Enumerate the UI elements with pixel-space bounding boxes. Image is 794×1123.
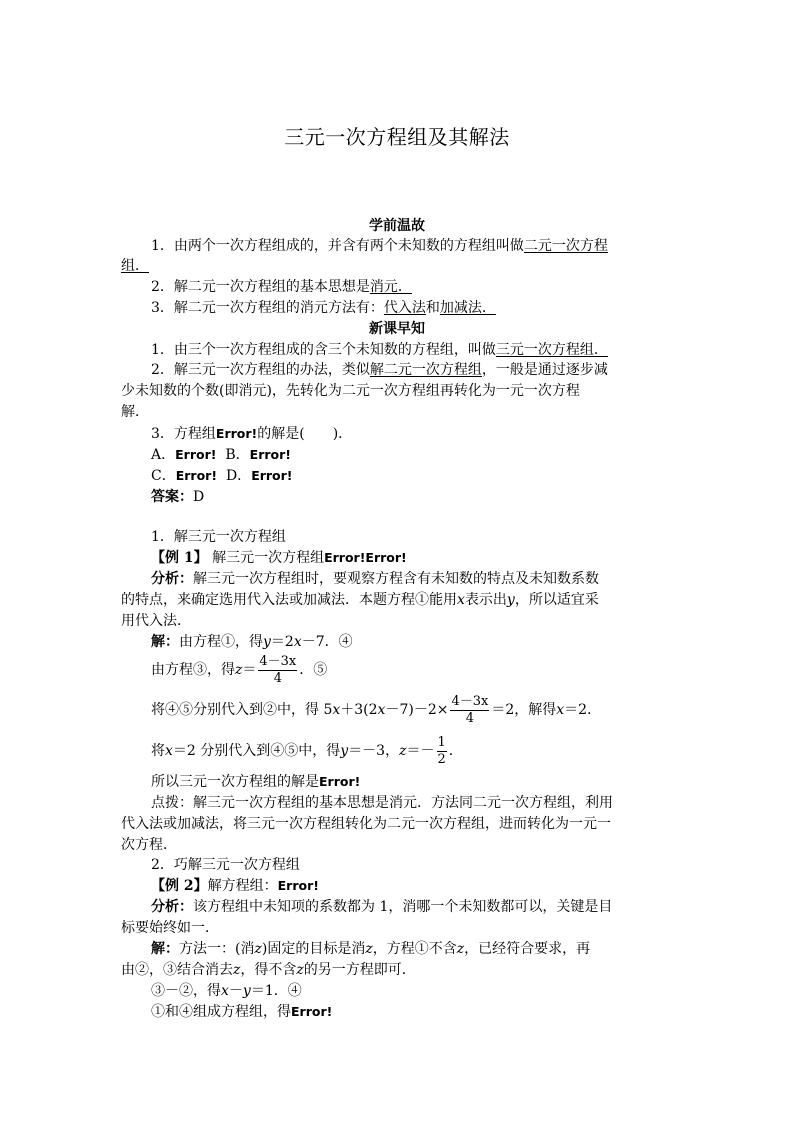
section-heading-review: 学前温故 [369, 218, 425, 234]
analysis-1-line1: 分析：解三元一次方程组时，要观察方程含有未知数的特点及未知数系数 [151, 571, 599, 587]
solution-1-line4: 将x＝2 分别代入到④⑤中，得y＝－3，z＝－ $\frac{1}{2}$ ． [151, 734, 463, 767]
analysis-1-line3: 用代入法． [121, 613, 191, 629]
analysis-2-line1: 分析：该方程组中未知项的系数都为 1，消哪一个未知数都可以，关键是目 [151, 899, 613, 915]
tip-line1: 点拨：解三元一次方程组的基本思想是消元．方法同二元一次方程组，利用 [151, 795, 613, 811]
example-1: 【例 1】 解三元一次方程组Error!Error! [151, 550, 407, 566]
solution-1-line2: 由方程③，得z＝ $\frac{4-3x}{4}$ ．⑤ [151, 653, 328, 686]
solution-1-line5: 所以三元一次方程组的解是Error! [151, 774, 361, 790]
preview-item-2-line3: 解． [121, 404, 149, 420]
review-item-1: 1．由两个一次方程组成的，并含有两个未知数的方程组叫做二元一次方程 [151, 238, 608, 254]
tip-line3: 次方程． [121, 837, 177, 853]
fraction: $\frac{4-3x}{4}$ [451, 693, 489, 726]
review-item-1-cont: 组． [121, 258, 149, 274]
fraction: $\frac{4-3x}{4}$ [259, 653, 297, 686]
solution-1-line3: 将④⑤分别代入到②中，得 5x＋3(2x－7)－2× $\frac{4-3x}{4}$ ＝2，解得x＝2． [151, 693, 602, 726]
solution-2-line3: ③－②，得x－y＝1．④ [151, 983, 302, 999]
example-2: 【例 2】解方程组：Error! [151, 878, 319, 894]
tip-line2: 代入法或加减法，将三元一次方程组转化为二元一次方程组，进而转化为一元一 [121, 816, 611, 832]
preview-item-2-line2: 少未知数的个数(即消元)，先转化为二元一次方程组再转化为一元一次方程 [121, 383, 580, 399]
answer-line: 答案：D [151, 489, 205, 505]
solution-2-line1: 解：方法一：(消z)固定的目标是消z，方程①不含z，已经符合要求，再 [151, 941, 591, 957]
section-heading-preview: 新课早知 [369, 321, 425, 337]
solution-2-line4: ①和④组成方程组，得Error! [151, 1004, 333, 1020]
solution-2-line2: 由②，③结合消去z，得不含z的另一方程即可． [121, 962, 416, 978]
solution-1-line1: 解：由方程①，得y＝2x－7．④ [151, 634, 353, 650]
preview-item-3: 3．方程组Error!的解是( )． [151, 426, 353, 442]
preview-item-2: 2．解三元一次方程组的办法，类似解二元一次方程组，一般是通过逐步减 [151, 362, 608, 378]
review-item-3: 3．解二元一次方程组的消元方法有：代入法和加减法． [151, 300, 496, 316]
fraction: $\frac{1}{2}$ [437, 734, 446, 767]
options-ab: A．Error! B．Error! [151, 447, 291, 463]
part1-heading: 1．解三元一次方程组 [151, 529, 286, 545]
preview-item-1: 1．由三个一次方程组成的含三个未知数的方程组，叫做三元一次方程组． [151, 342, 608, 358]
part2-heading: 2．巧解三元一次方程组 [151, 857, 300, 873]
options-cd: C．Error! D．Error! [151, 468, 293, 484]
page-title: 三元一次方程组及其解法 [284, 125, 510, 149]
review-item-2: 2．解二元一次方程组的基本思想是消元． [151, 279, 412, 295]
analysis-1-line2: 的特点，来确定选用代入法或加减法．本题方程①能用x表示出y，所以适宜采 [121, 592, 599, 608]
analysis-2-line2: 标要始终如一． [121, 920, 219, 936]
